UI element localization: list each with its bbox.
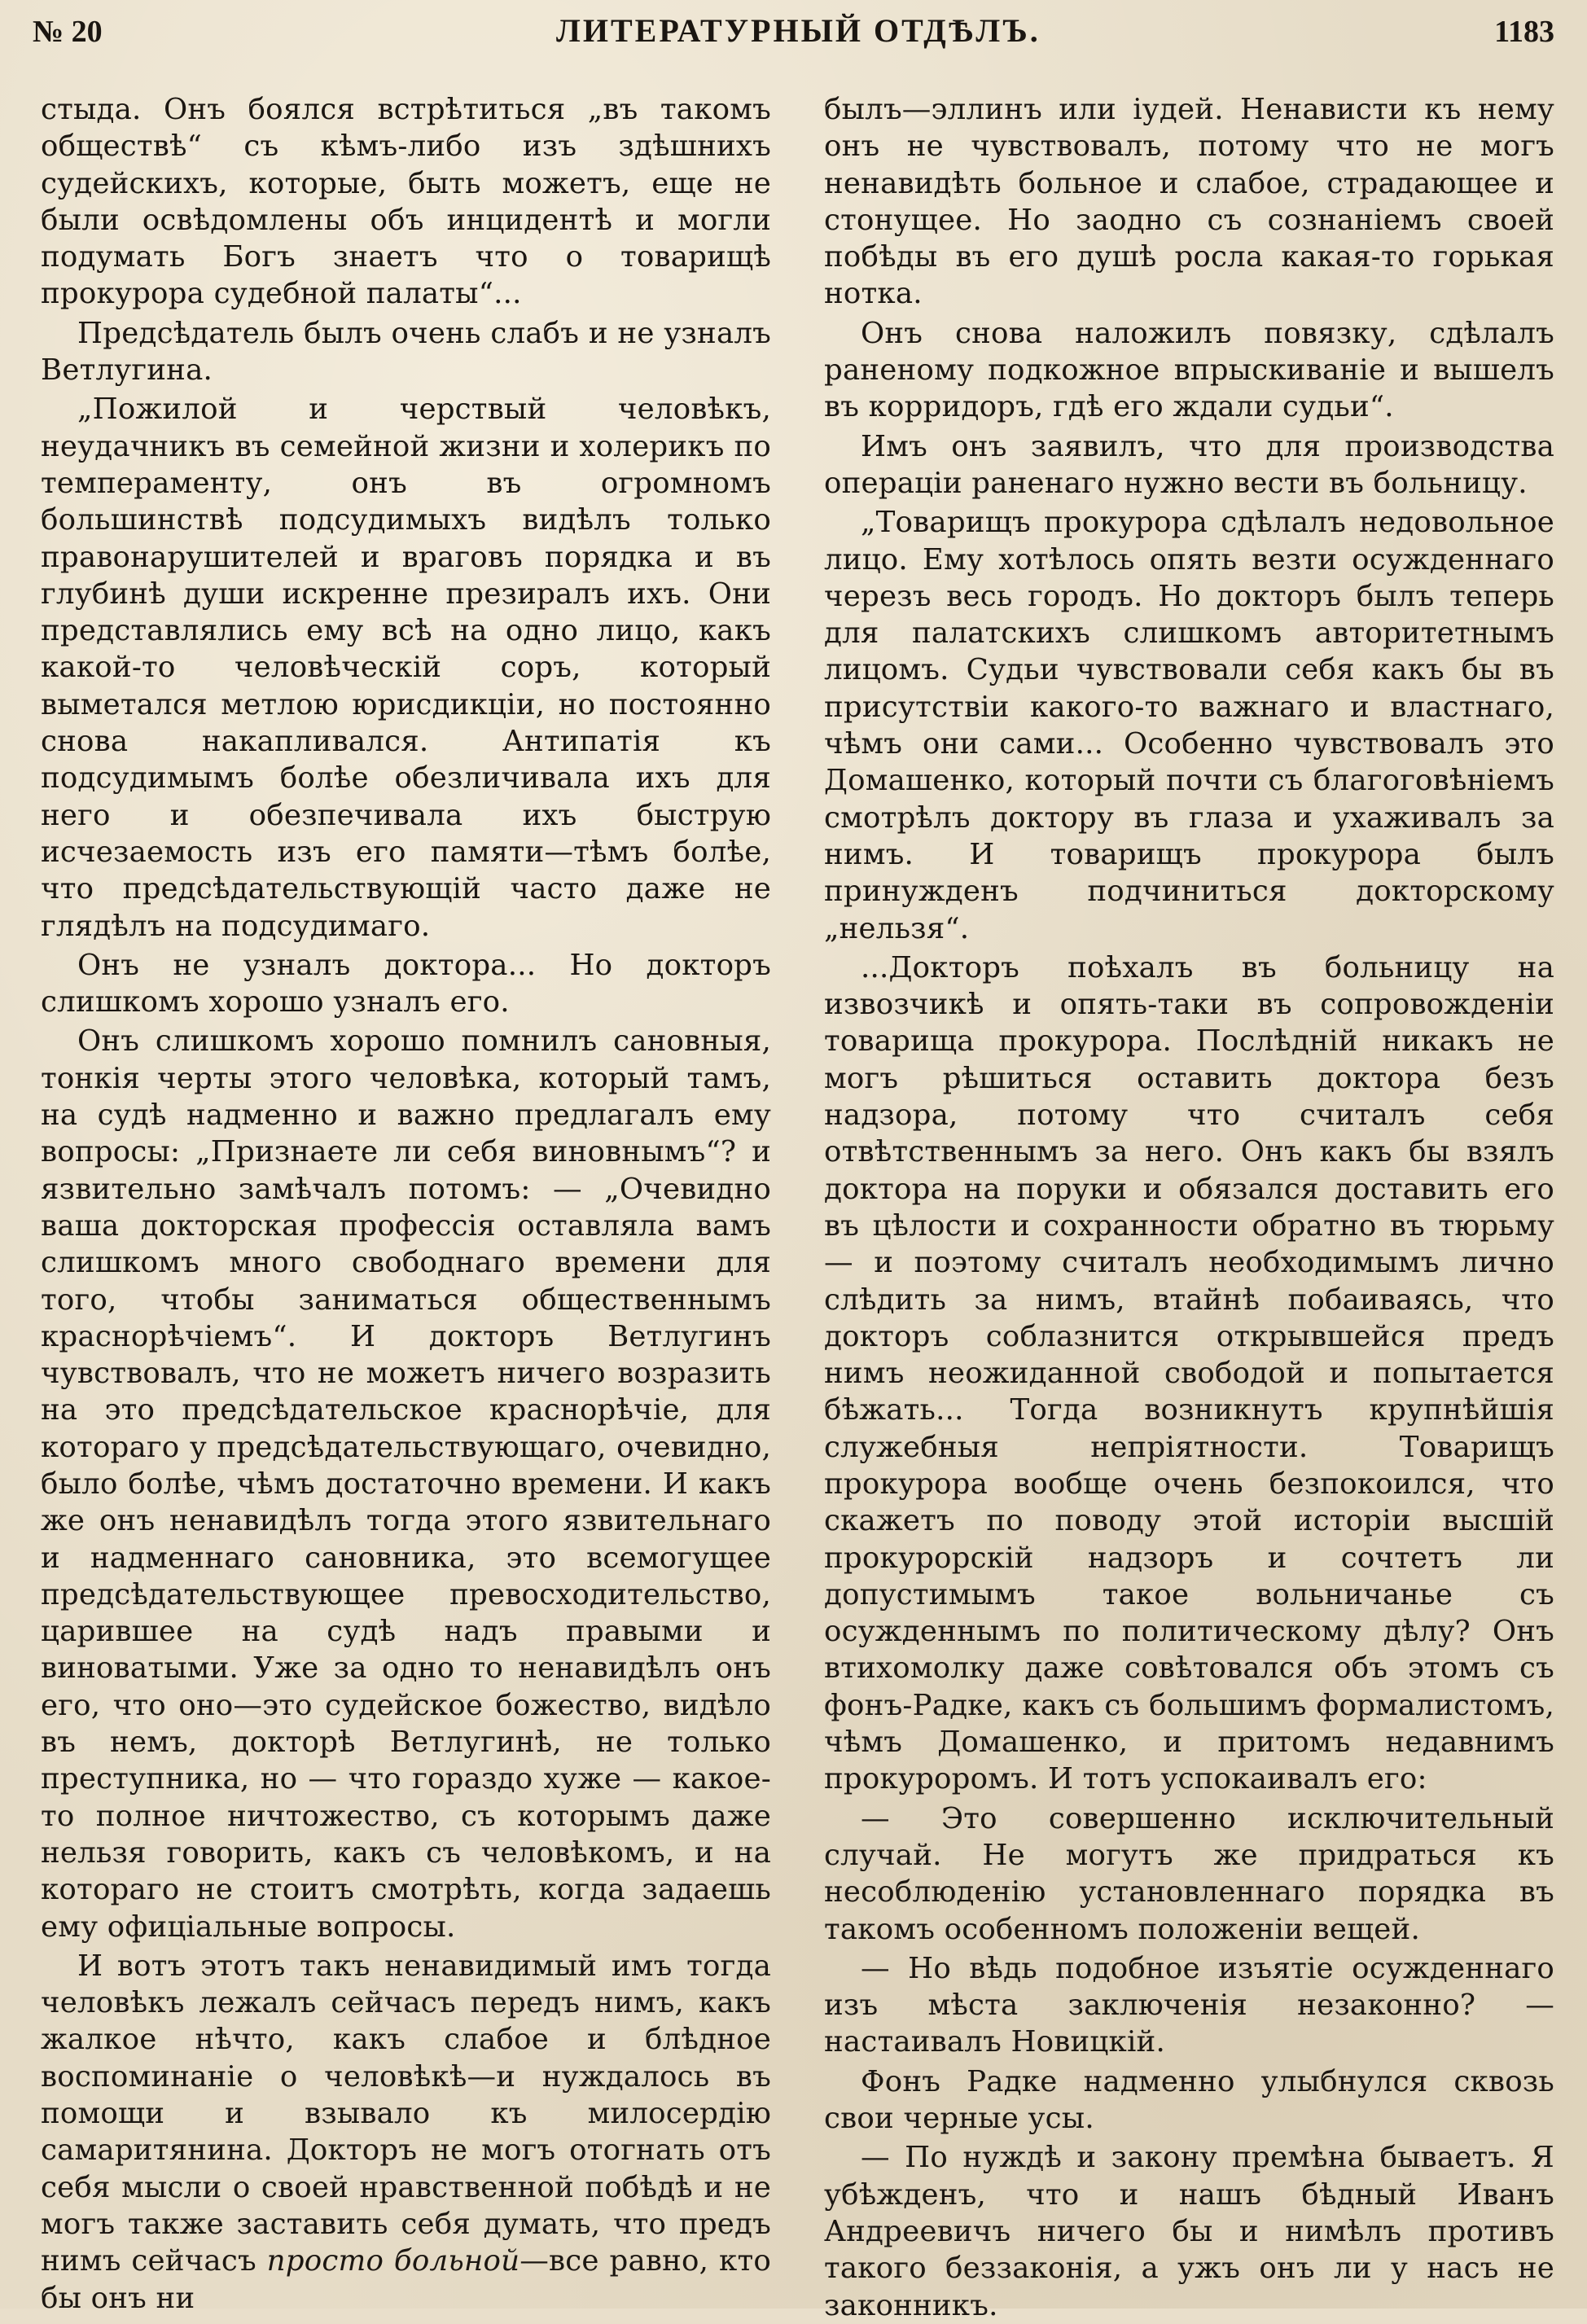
paragraph: — Но вѣдь подобное изъятіе осужденнаго изъ мѣста заключенія незаконно? — настаивалъ Новицкій. xyxy=(824,1951,1554,2059)
running-header xyxy=(33,11,1554,60)
paragraph: стыда. Онъ боялся встрѣтиться „въ такомъ обществѣ“ съ кѣмъ-либо изъ здѣшнихъ судейскихъ, которые, быть можетъ, еще не были освѣдомлены объ инцидентѣ и могли подумать Богъ знаетъ что о товарищѣ прокурора судебной палаты“... xyxy=(41,93,771,311)
page-number: 1183 xyxy=(1494,15,1554,49)
paragraph: Имъ онъ заявилъ, что для производства операціи раненаго нужно вести въ больницу. xyxy=(824,429,1554,500)
issue-number: № 20 xyxy=(33,15,103,49)
paragraph: Онъ снова наложилъ повязку, сдѣлалъ раненому подкожное впрыскиваніе и вышелъ въ корридоръ, гдѣ его ждали судьи“. xyxy=(824,316,1554,424)
paragraph xyxy=(41,1948,771,2317)
paragraph-text: —все равно, кто бы онъ ни xyxy=(41,2244,771,2315)
paragraph: ...Докторъ поѣхалъ въ больницу на извозчикѣ и опять-таки въ сопровожденіи товарища прокурора. Послѣдній никакъ не могъ рѣшиться оставить доктора безъ надзора, потому что считалъ себя отвѣтственнымъ за него. Онъ какъ бы взялъ доктора на поруки и обязался доставить его въ цѣлости и сохранности обратно въ тюрьму — и поэтому считалъ необходимымъ лично слѣдить за нимъ, втайнѣ побаиваясь, что докторъ соблазнится открывшейся предъ нимъ неожиданной свободой и попытается бѣжать... Тогда возникнутъ крупнѣйшія служебныя непріятности. Товарищъ прокурора вообще очень безпокоился, что скажетъ по поводу этой исторіи высшій прокурорскій надзоръ и сочтетъ ли допустимымъ такое вольничанье съ осужденнымъ по политическому дѣлу? Онъ втихомолку даже совѣтовался объ этомъ съ фонъ-Радке, какъ съ большимъ формалистомъ, чѣмъ Домашенко, и притомъ недавнимъ прокуроромъ. И тотъ успокаивалъ его: xyxy=(824,950,1554,1796)
paragraph-text: И вотъ этотъ такъ ненавидимый имъ тогда человѣкъ лежалъ сейчасъ передъ нимъ, какъ жалкое нѣчто, какъ слабое и блѣдное воспоминаніе о человѣкѣ—и нуждалось въ помощи и взывало къ милосердію самаритянина. Докторъ не могъ отогнать отъ себя мысли о своей нравственной побѣдѣ и не могъ также заставить себя думать, что предъ нимъ сейчасъ xyxy=(41,1949,771,2278)
section-title: ЛИТЕРАТУРНЫЙ ОТДѢЛЪ. xyxy=(556,12,1041,49)
emphasis-text: просто больной xyxy=(266,2244,520,2278)
paragraph: Онъ не узналъ доктора... Но докторъ слишкомъ хорошо узналъ его. xyxy=(41,948,771,1019)
paragraph: былъ—эллинъ или іудей. Ненависти къ нему онъ не чувствовалъ, потому что не могъ ненавидѣть больное и слабое, страдающее и стонущее. Но заодно съ сознаніемъ своей побѣды въ его душѣ росла какая-то горькая нотка. xyxy=(824,93,1554,311)
text-columns xyxy=(33,91,1554,2322)
paragraph: Фонъ Радке надменно улыбнулся сквозь свои черные усы. xyxy=(824,2064,1554,2136)
right-column xyxy=(824,91,1554,2322)
paragraph: — Это совершенно исключительный случай. Не могутъ же придраться къ несоблюденію установленнаго порядка въ такомъ особенномъ положеніи вещей. xyxy=(824,1801,1554,1946)
paragraph: Предсѣдатель былъ очень слабъ и не узналъ Ветлугина. xyxy=(41,316,771,388)
paragraph: Онъ слишкомъ хорошо помнилъ сановныя, тонкія черты этого человѣка, который тамъ, на судѣ надменно и важно предлагалъ ему вопросы: „Признаете ли себя виновнымъ“? и язвительно замѣчалъ потомъ: — „Очевидно ваша докторская профессія оставляла вамъ слишкомъ много свободнаго времени для того, чтобы заниматься общественнымъ краснорѣчіемъ“. И докторъ Ветлугинъ чувствовалъ, что не можетъ ничего возразить на это предсѣдательское краснорѣчіе, для котораго у предсѣдательствующаго, очевидно, было болѣе, чѣмъ достаточно времени. И какъ же онъ ненавидѣлъ тогда этого язвительнаго и надменнаго сановника, это всемогущее предсѣдательствующее превосходительство, царившее на судѣ надъ правыми и виноватыми. Уже за одно то ненавидѣлъ онъ его, что оно—это судейское божество, видѣло въ немъ, докторѣ Ветлугинѣ, не только преступника, но — что гораздо хуже — какое-то полное ничтожество, съ которымъ даже нельзя говорить, какъ съ человѣкомъ, и на котораго не стоитъ смотрѣть, когда задаешь ему офиціальные вопросы. xyxy=(41,1024,771,1944)
left-column xyxy=(41,91,771,2315)
paragraph: „Товарищъ прокурора сдѣлалъ недовольное лицо. Ему хотѣлось опять везти осужденнаго черезъ весь городъ. Но докторъ былъ теперь для палатскихъ слишкомъ авторитетнымъ лицомъ. Судьи чувствовали себя какъ бы въ присутствіи какого-то важнаго и властнаго, чѣмъ они сами... Особенно чувствовалъ это Домашенко, который почти съ благоговѣніемъ смотрѣлъ доктору въ глаза и ухаживалъ за нимъ. И товарищъ прокурора былъ принужденъ подчиниться докторскому „нельзя“. xyxy=(824,506,1554,945)
paragraph: — По нуждѣ и закону премѣна бываетъ. Я убѣжденъ, что и нашъ бѣдный Иванъ Андреевичъ ничего бы и нимѣлъ противъ такого беззаконія, а ужъ онъ ли у насъ не законникъ. xyxy=(824,2141,1554,2322)
paragraph: „Пожилой и черствый человѣкъ, неудачникъ въ семейной жизни и холерикъ по темпераменту, онъ въ огромномъ большинствѣ подсудимыхъ видѣлъ только правонарушителей и враговъ порядка и въ глубинѣ души искренне презиралъ ихъ. Они представлялись ему всѣ на одно лицо, какъ какой-то человѣческій соръ, который выметался метлою юрисдикціи, но постоянно снова накапливался. Антипатія къ подсудимымъ болѣе обезличивала ихъ для него и обезпечивала ихъ быструю исчезаемость изъ его памяти—тѣмъ болѣе, что предсѣдательствующій часто даже не глядѣлъ на подсудимаго. xyxy=(41,392,771,943)
